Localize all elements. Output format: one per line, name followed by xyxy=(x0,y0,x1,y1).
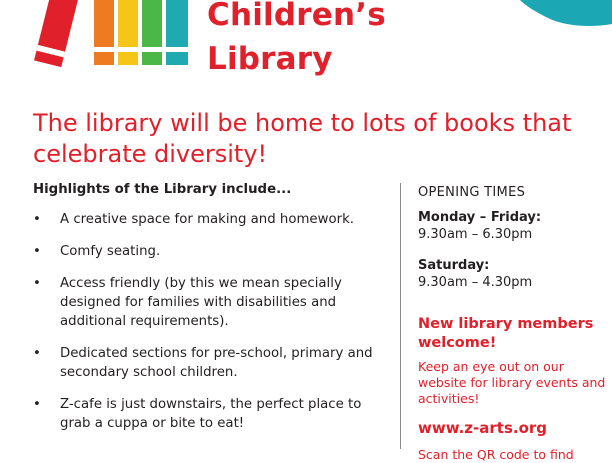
weekday-label: Monday – Friday: xyxy=(418,210,542,225)
highlights-list xyxy=(33,210,393,446)
bullet-icon: • xyxy=(33,276,41,291)
red-book xyxy=(34,0,80,67)
bullet-icon: • xyxy=(33,212,41,227)
bullet-icon: • xyxy=(33,397,41,412)
list-item-text: Access friendly (by this we mean specially designed for families with disabilities and additional requirements). xyxy=(60,276,342,329)
opening-times-panel xyxy=(418,185,612,463)
list-item-text: A creative space for making and homework. xyxy=(60,212,354,227)
yellow-book xyxy=(118,0,138,65)
list-item xyxy=(33,344,393,382)
saturday-hours: 9.30am – 4.30pm xyxy=(418,275,533,290)
list-item xyxy=(33,242,393,261)
opening-times-heading: OPENING TIMES xyxy=(418,185,526,200)
qr-code-text: Scan the QR code to find xyxy=(418,447,574,462)
title-childrens: Children’s xyxy=(207,0,386,33)
books-logo-icon xyxy=(0,0,200,80)
column-divider xyxy=(400,183,401,449)
website-link[interactable]: www.z-arts.org xyxy=(418,419,548,437)
list-item-text: Comfy seating. xyxy=(60,244,161,259)
list-item xyxy=(33,210,393,229)
list-item-text: Z-cafe is just downstairs, the perfect place to grab a cuppa or bite to eat! xyxy=(60,397,362,431)
headline: The library will be home to lots of books that celebrate diversity! xyxy=(33,109,572,168)
teal-book xyxy=(166,0,188,65)
saturday-label: Saturday: xyxy=(418,258,490,273)
list-item xyxy=(33,395,393,433)
list-item xyxy=(33,274,393,331)
orange-book xyxy=(94,0,114,65)
green-book xyxy=(142,0,162,65)
bullet-icon: • xyxy=(33,244,41,259)
members-headline: New library members welcome! xyxy=(418,316,594,351)
title-library: Library xyxy=(207,41,333,77)
bullet-icon: • xyxy=(33,346,41,361)
list-item-text: Dedicated sections for pre-school, primary and secondary school children. xyxy=(60,346,373,380)
members-body: Keep an eye out on our website for library events and activities! xyxy=(418,359,606,406)
teal-corner-shape xyxy=(520,0,612,30)
weekday-hours: 9.30am – 6.30pm xyxy=(418,227,533,242)
highlights-title: Highlights of the Library include... xyxy=(33,182,292,197)
